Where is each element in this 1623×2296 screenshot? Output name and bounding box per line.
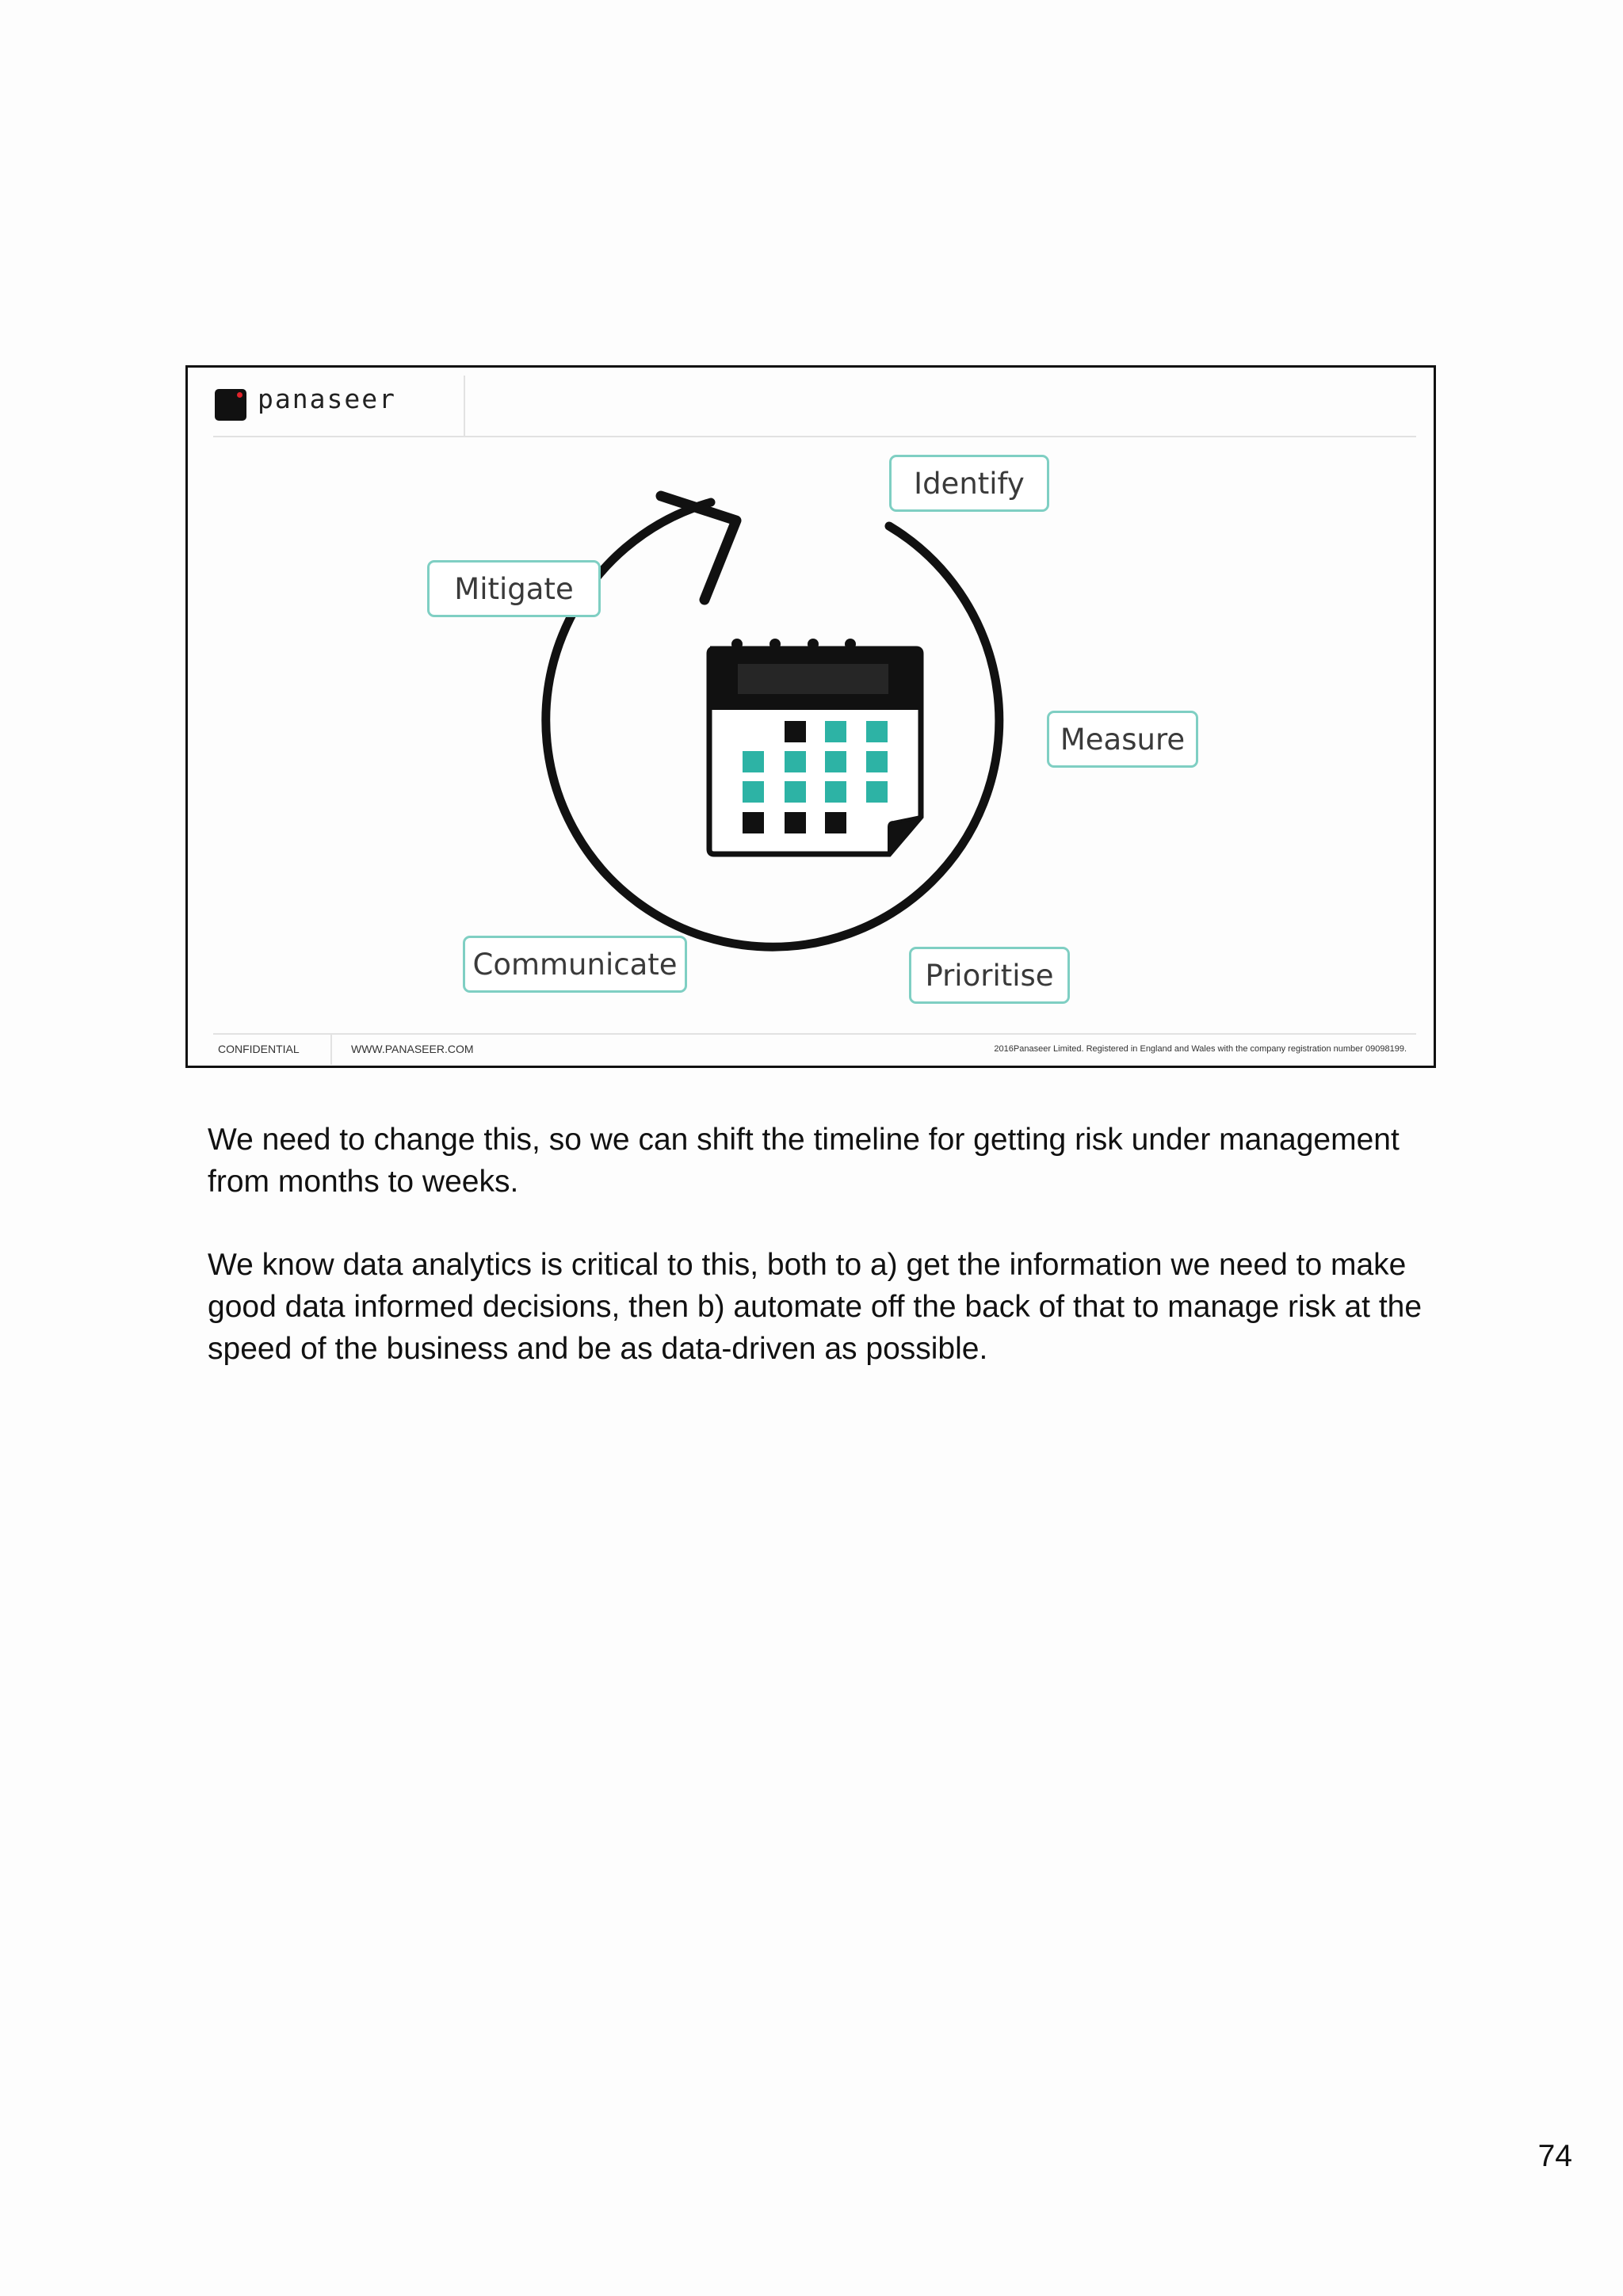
speaker-notes bbox=[208, 1119, 1444, 1411]
page-number: 74 bbox=[1537, 2139, 1572, 2173]
footer-divider bbox=[213, 1033, 1416, 1035]
footer-confidential: CONFIDENTIAL bbox=[218, 1043, 300, 1055]
calendar-icon bbox=[709, 639, 921, 854]
label-measure: Measure bbox=[1047, 711, 1198, 768]
slide bbox=[185, 365, 1436, 1068]
notes-paragraph-2: We know data analytics is critical to this, both to a) get the information we need to make good data informed decisions, then b) automate off the back of that to manage risk at the speed of the business and be as data-driven as possible. bbox=[208, 1248, 1423, 1366]
label-prioritise: Prioritise bbox=[909, 947, 1070, 1004]
logo-text: panaseer bbox=[258, 383, 396, 414]
notes-paragraph-1: We need to change this, so we can shift the timeline for getting risk under management from months to weeks. bbox=[208, 1123, 1400, 1199]
footer-url: WWW.PANASEER.COM bbox=[351, 1043, 474, 1055]
cycle-diagram bbox=[188, 368, 1434, 1066]
footer-copyright: 2016Panaseer Limited. Registered in England and Wales with the company registration number 09098199. bbox=[994, 1044, 1407, 1054]
footer-divider-vertical bbox=[330, 1035, 332, 1065]
label-identify: Identify bbox=[889, 455, 1049, 512]
label-communicate: Communicate bbox=[463, 936, 687, 993]
label-mitigate: Mitigate bbox=[427, 560, 601, 617]
cycle-arrowhead bbox=[661, 496, 736, 600]
